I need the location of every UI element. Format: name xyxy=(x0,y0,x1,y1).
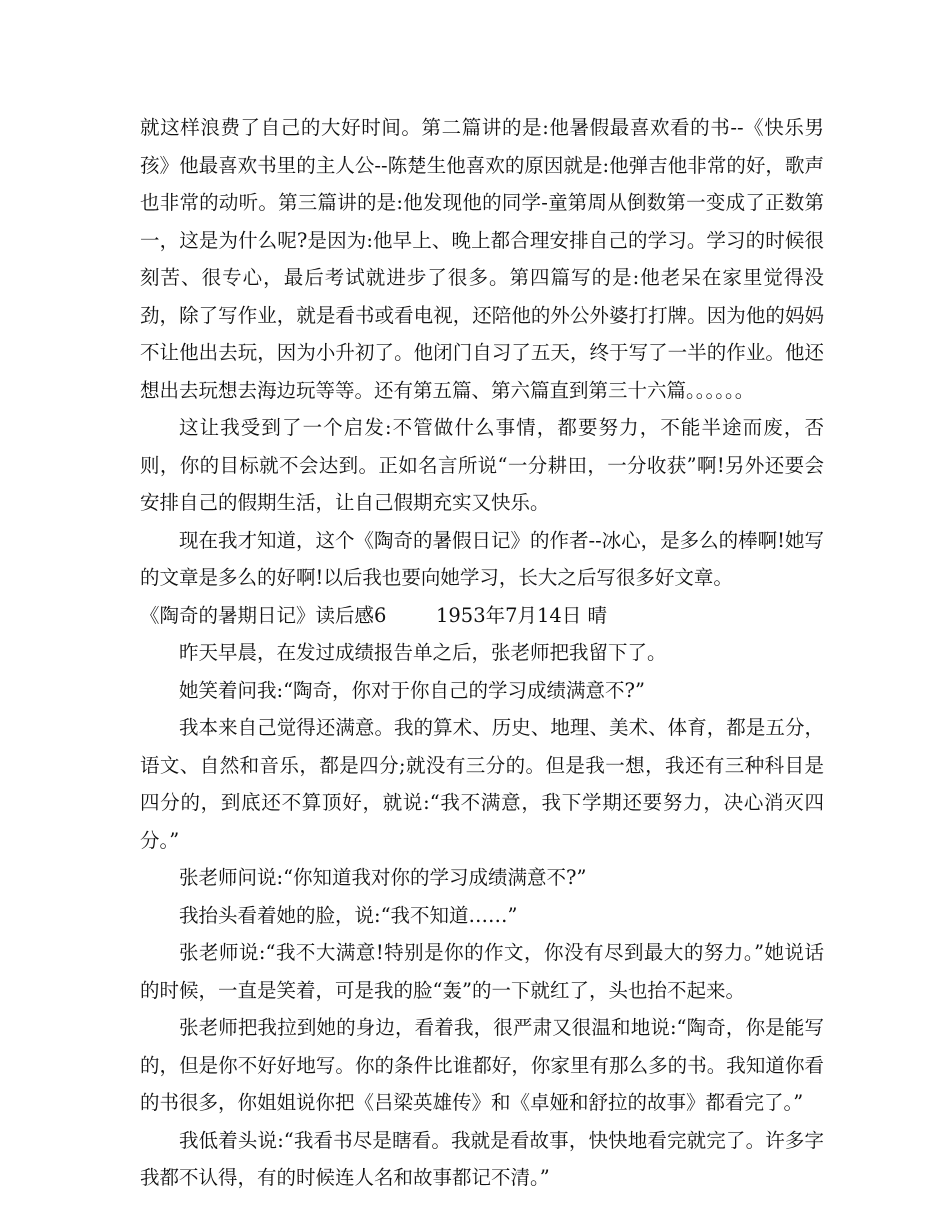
diary-paragraph: 她笑着问我:“陶奇，你对于你自己的学习成绩满意不?” xyxy=(179,678,645,702)
body-paragraph: 就这样浪费了自己的大好时间。第二篇讲的是:他暑假最喜欢看的书--《快乐男孩》他最喜欢书里的主人公--陈楚生他喜欢的原因就是:他弹吉他非常的好，歌声也非常的动听。第三篇讲的是:他发现他的同学-童第周从倒数第一变成了正数第一，这是为什么呢?是因为:他早上、晚上都合理安排自己的学习。学习的时候很刻苦、很专心，最后考试就进步了很多。第四篇写的是:他老呆在家里觉得没劲，除了写作业，就是看书或看电视，还陪他的外公外婆打打牌。因为他的妈妈不让他出去玩，因为小升初了。他闭门自习了五天，终于写了一半的作业。他还想出去玩想去海边玩等等。还有第五篇、第六篇直到第三十六篇。。。。。。 xyxy=(140,116,824,402)
diary-paragraph: 我本来自己觉得还满意。我的算术、历史、地理、美术、体育，都是五分，语文、自然和音乐，都是四分;就没有三分的。但是我一想，我还有三种科目是四分的，到底还不算顶好，就说:“我不满意，我下学期还要努力，决心消灭四分。” xyxy=(140,716,824,852)
body-paragraph: 现在我才知道，这个《陶奇的暑假日记》的作者--冰心，是多么的棒啊!她写的文章是多么的好啊!以后我也要向她学习，长大之后写很多好文章。 xyxy=(140,528,825,589)
diary-paragraph: 张老师说:“我不大满意!特别是你的作文，你没有尽到最大的努力。”她说话的时候，一直是笑着，可是我的脸“轰”的一下就红了，头也抬不起来。 xyxy=(140,941,824,1002)
diary-paragraph: 我抬头看着她的脸，说:“我不知道……” xyxy=(179,903,518,927)
diary-paragraph: 昨天早晨，在发过成绩报告单之后，张老师把我留下了。 xyxy=(179,641,667,664)
diary-paragraph: 张老师把我拉到她的身边，看着我，很严肃又很温和地说:“陶奇，你是能写的，但是你不好好地写。你的条件比谁都好，你家里有那么多的书。我知道你看的书很多，你姐姐说你把《吕梁英雄传》和《卓娅和舒拉的故事》都看完了。” xyxy=(140,1016,824,1114)
diary-paragraph: 张老师问说:“你知道我对你的学习成绩满意不?” xyxy=(179,866,587,889)
section-heading: 《陶奇的暑期日记》读后感6 1953年7月14日 晴 xyxy=(140,603,608,627)
document-body xyxy=(140,109,824,1197)
body-paragraph: 这让我受到了一个启发:不管做什么事情，都要努力，不能半途而废，否则，你的目标就不会达到。正如名言所说“一分耕田，一分收获”啊!另外还要会安排自己的假期生活，让自己假期充实又快乐。 xyxy=(140,416,824,514)
diary-paragraph: 我低着头说:“我看书尽是瞎看。我就是看故事，快快地看完就完了。许多字我都不认得，有的时候连人名和故事都记不清。” xyxy=(140,1128,824,1189)
